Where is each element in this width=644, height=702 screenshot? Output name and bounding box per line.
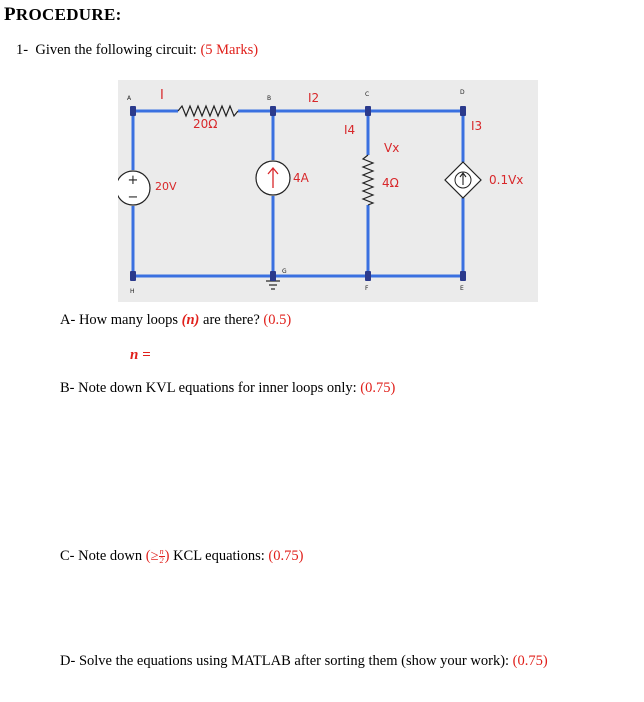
question-b-label: B- [60,380,75,396]
condition-open: (≥ [145,548,159,564]
question-c-text: Note down [78,548,143,564]
question-a-variable: (n) [181,312,200,328]
node-label-h: H [130,288,135,295]
question-d-label: D- [60,653,76,669]
current-source-4a [256,161,290,195]
node-label-b: B [267,95,272,102]
question-c [60,548,303,565]
resistor-20-label: 20Ω [193,117,218,131]
vx-label: Vx [384,141,400,155]
question-a-text: How many loops [78,312,179,328]
n-equals-answer: n = [130,347,151,363]
question-b [60,380,395,397]
dependent-source-label: 0.1Vx [489,173,524,187]
voltage-source [118,171,150,205]
voltage-source-label: 20V [155,180,177,193]
condition-close: ) [164,548,170,564]
fraction-denominator: 2 [159,556,164,566]
node-label-f: F [365,285,369,292]
question-1-number: 1- [16,42,29,58]
question-c-tail: KCL equations: [173,548,265,564]
question-c-marks: (0.75) [268,548,304,564]
question-b-text: Note down KVL equations for inner loops only: [78,380,357,396]
question-c-label: C- [60,548,75,564]
current-label-i: I [160,88,164,103]
section-heading: PROCEDURE: [4,4,122,25]
svg-text:+: + [127,173,139,188]
circuit-diagram [118,80,538,302]
resistor-4-label: 4Ω [382,176,399,190]
question-d-text: Solve the equations using MATLAB after sorting them (show your work): [78,653,510,669]
svg-text:−: − [127,190,139,205]
current-label-i3: I3 [471,119,483,133]
question-a-tail: are there? [203,312,260,328]
current-label-i2: I2 [308,91,320,105]
question-d [60,653,548,670]
node-label-g: G [282,268,287,275]
question-a-marks: (0.5) [263,312,292,328]
question-1 [16,42,258,59]
question-a [60,312,291,329]
question-d-marks: (0.75) [512,653,548,669]
question-1-marks: (5 Marks) [200,42,259,58]
question-c-condition [146,548,170,564]
node-label-a: A [127,95,132,102]
current-source-label: 4A [293,171,309,185]
question-b-marks: (0.75) [360,380,396,396]
question-1-text: Given the following circuit: [35,42,197,58]
node-label-c: C [365,91,370,98]
node-label-e: E [460,285,464,292]
question-a-label: A- [60,312,76,328]
circuit-background [118,80,538,302]
node-label-d: D [460,89,465,96]
current-label-i4: I4 [344,123,356,137]
fraction-numerator: n [159,547,164,557]
